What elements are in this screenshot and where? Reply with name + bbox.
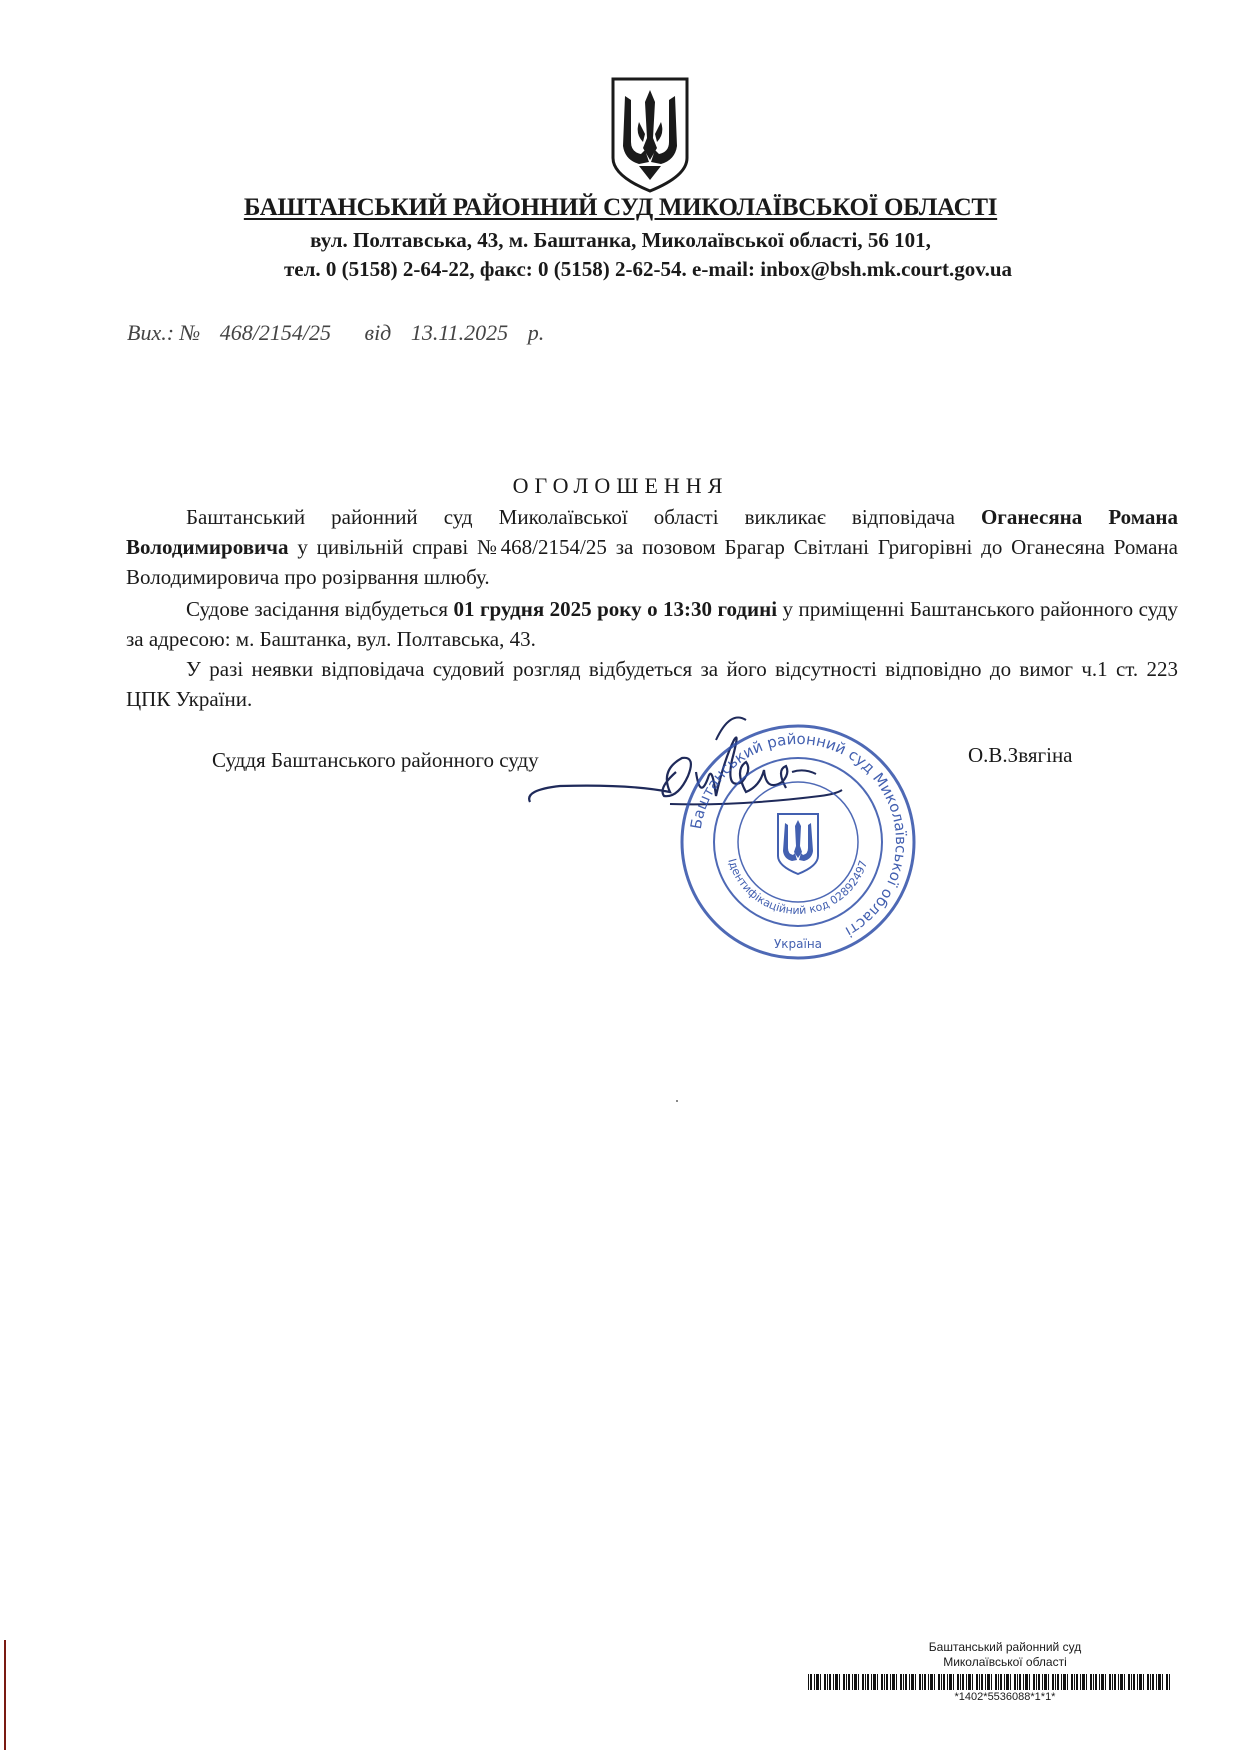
barcode-bar: [1033, 1674, 1035, 1690]
barcode-bar: [976, 1674, 978, 1690]
barcode-bar: [911, 1674, 914, 1690]
barcode-bar: [846, 1674, 847, 1690]
barcode-bar: [1038, 1674, 1040, 1690]
coat-of-arms-icon: [609, 76, 691, 194]
barcode-bar: [1086, 1674, 1087, 1690]
barcode-bar: [1080, 1674, 1081, 1690]
barcode-bar: [848, 1674, 850, 1690]
barcode-bar: [858, 1674, 859, 1690]
notice-paragraph-summons: Баштанський районний суд Миколаївської області викликає відповідача Оганесяна Романа Володимировича у цивільній справі №468/2154/25 за позовом Брагар Світлані Григорівні до Оганесяна Романа Володимировича про розірвання шлюбу.: [126, 505, 1178, 589]
barcode-bar: [1124, 1674, 1125, 1690]
barcode-bar: [1131, 1674, 1132, 1690]
notice-body: [126, 502, 1178, 714]
barcode-bar: [1162, 1674, 1163, 1690]
barcode-bar: [949, 1674, 952, 1690]
barcode-bar: [1057, 1674, 1059, 1690]
barcode-bar: [985, 1674, 986, 1690]
barcode-bar: [865, 1674, 866, 1690]
barcode-bar: [1150, 1674, 1151, 1690]
notice-paragraph-hearing: Судове засідання відбудеться 01 грудня 2025 року о 13:30 годині у приміщенні Баштанського районного суду за адресою: м. Баштанка, вул. Полтавська, 43.: [126, 597, 1178, 651]
barcode-bar: [852, 1674, 853, 1690]
barcode-bar: [1067, 1674, 1068, 1690]
barcode-bar: [941, 1674, 942, 1690]
barcode-bar: [824, 1674, 826, 1690]
barcode-bar: [1137, 1674, 1138, 1690]
outgoing-prefix: Вих.: №: [127, 320, 201, 345]
barcode-bar: [896, 1674, 897, 1690]
barcode-bar: [1074, 1674, 1075, 1690]
barcode-bar: [930, 1674, 933, 1690]
barcode-bar: [1061, 1674, 1062, 1690]
barcode-bar: [890, 1674, 891, 1690]
judge-name: О.В.Звягіна: [968, 743, 1073, 767]
barcode-bar: [966, 1674, 967, 1690]
barcode-bar: [1036, 1674, 1037, 1690]
barcode-bar: [808, 1674, 809, 1690]
barcode-bar: [827, 1674, 828, 1690]
barcode-bar: [1158, 1674, 1161, 1690]
footer-court-label: Баштанський районний суд Миколаївської області: [928, 1640, 1082, 1669]
barcode-bar: [1006, 1674, 1009, 1690]
outgoing-case-number: 468/2154/25: [219, 320, 332, 345]
barcode-bar: [1048, 1674, 1049, 1690]
barcode-bar: [1042, 1674, 1043, 1690]
barcode-bar: [1025, 1674, 1028, 1690]
barcode-bar: [820, 1674, 821, 1690]
barcode-bar: [1044, 1674, 1047, 1690]
outgoing-from-label: від: [364, 320, 392, 345]
barcode-bar: [1095, 1674, 1097, 1690]
barcode-number: *1402*5536088*1*1*: [954, 1691, 1056, 1703]
barcode-bar: [981, 1674, 983, 1690]
barcode-bar: [943, 1674, 945, 1690]
court-name: БАШТАНСЬКИЙ РАЙОННИЙ СУД МИКОЛАЇВСЬКОЇ ОБЛАСТІ: [243, 194, 998, 221]
official-stamp: [676, 720, 920, 964]
hearing-datetime: 01 грудня 2025 року о 13:30 годині: [453, 597, 778, 621]
barcode-bar: [1166, 1674, 1168, 1690]
barcode-bar: [1004, 1674, 1005, 1690]
barcode-bar: [892, 1674, 895, 1690]
court-contacts: тел. 0 (5158) 2-64-22, факс: 0 (5158) 2-62-54. e-mail: inbox@bsh.mk.court.gov.ua: [283, 257, 1013, 281]
outgoing-number: [127, 320, 544, 346]
barcode-bar: [1118, 1674, 1119, 1690]
barcode-bar: [960, 1674, 961, 1690]
barcode-bar: [1090, 1674, 1092, 1690]
barcode-bar: [919, 1674, 921, 1690]
barcode-bar: [1109, 1674, 1111, 1690]
barcode-bar: [1014, 1674, 1016, 1690]
defendant-name: Оганесяна Романа Володимировича: [126, 505, 1178, 559]
barcode-bar: [1071, 1674, 1073, 1690]
barcode-bar: [1082, 1674, 1085, 1690]
barcode-bar: [862, 1674, 864, 1690]
scan-edge-mark: [4, 1640, 6, 1750]
barcode-bar: [1169, 1674, 1170, 1690]
barcode-bar: [968, 1674, 971, 1690]
barcode-bar: [1114, 1674, 1116, 1690]
barcode-bar: [953, 1674, 954, 1690]
barcode-bar: [972, 1674, 973, 1690]
barcode-bar: [915, 1674, 916, 1690]
barcode-bar: [1052, 1674, 1054, 1690]
barcode-bar: [833, 1674, 834, 1690]
barcode-bar: [1133, 1674, 1135, 1690]
barcode-bar: [854, 1674, 857, 1690]
barcode-bar: [979, 1674, 980, 1690]
barcode-bar: [1152, 1674, 1154, 1690]
barcode-bar: [1156, 1674, 1157, 1690]
barcode-bar: [816, 1674, 819, 1690]
barcode-bar: [1101, 1674, 1104, 1690]
barcode-bar: [987, 1674, 990, 1690]
svg-text:Баштанський районний суд Микол: Баштанський районний суд Миколаївської області: [686, 729, 911, 941]
barcode-bar: [1000, 1674, 1002, 1690]
barcode-bar: [877, 1674, 878, 1690]
barcode-bar: [1128, 1674, 1130, 1690]
barcode-bar: [814, 1674, 815, 1690]
barcode-bar: [1143, 1674, 1144, 1690]
barcode-bar: [928, 1674, 929, 1690]
barcode: [808, 1674, 1172, 1690]
barcode-bar: [867, 1674, 869, 1690]
barcode-bar: [903, 1674, 904, 1690]
barcode-bar: [991, 1674, 992, 1690]
barcode-bar: [998, 1674, 999, 1690]
barcode-bar: [957, 1674, 959, 1690]
barcode-bar: [1063, 1674, 1066, 1690]
barcode-bar: [871, 1674, 872, 1690]
barcode-bar: [1029, 1674, 1030, 1690]
barcode-bar: [829, 1674, 831, 1690]
barcode-bar: [947, 1674, 948, 1690]
barcode-bar: [1099, 1674, 1100, 1690]
notice-title: ОГОЛОШЕННЯ: [512, 473, 729, 498]
barcode-bar: [1147, 1674, 1149, 1690]
stamp-trident-icon: [778, 814, 818, 874]
svg-text:Ідентифікаційний код 02892497: Ідентифікаційний код 02892497: [725, 857, 871, 918]
judge-title: Суддя Баштанського районного суду: [212, 748, 539, 772]
barcode-bar: [1093, 1674, 1094, 1690]
notice-paragraph-absence: У разі неявки відповідача судовий розгляд відбудеться за його відсутності відповідно до вимог ч.1 ст. 223 ЦПК України.: [126, 657, 1178, 711]
barcode-bar: [909, 1674, 910, 1690]
barcode-bar: [1023, 1674, 1024, 1690]
outgoing-date: 13.11.2025: [410, 320, 509, 345]
barcode-bar: [843, 1674, 845, 1690]
barcode-bar: [1019, 1674, 1021, 1690]
barcode-bar: [839, 1674, 840, 1690]
barcode-bar: [1120, 1674, 1123, 1690]
barcode-bar: [1055, 1674, 1056, 1690]
barcode-bar: [873, 1674, 876, 1690]
barcode-bar: [934, 1674, 935, 1690]
barcode-bar: [938, 1674, 940, 1690]
barcode-bar: [881, 1674, 883, 1690]
barcode-bar: [1139, 1674, 1142, 1690]
court-address: вул. Полтавська, 43, м. Баштанка, Миколаївської області, 56 101,: [310, 228, 931, 252]
outgoing-suffix: р.: [527, 320, 545, 345]
barcode-bar: [905, 1674, 907, 1690]
barcode-bar: [884, 1674, 885, 1690]
barcode-bar: [835, 1674, 838, 1690]
barcode-bar: [1112, 1674, 1113, 1690]
scan-dot: [676, 1100, 678, 1102]
barcode-bar: [900, 1674, 902, 1690]
barcode-bar: [810, 1674, 812, 1690]
barcode-bar: [1105, 1674, 1106, 1690]
barcode-bar: [886, 1674, 888, 1690]
barcode-bar: [962, 1674, 964, 1690]
stamp-country: Україна: [773, 937, 823, 951]
barcode-bar: [922, 1674, 923, 1690]
barcode-bar: [924, 1674, 926, 1690]
barcode-bar: [995, 1674, 997, 1690]
barcode-bar: [1076, 1674, 1078, 1690]
barcode-bar: [1010, 1674, 1011, 1690]
barcode-bar: [1017, 1674, 1018, 1690]
